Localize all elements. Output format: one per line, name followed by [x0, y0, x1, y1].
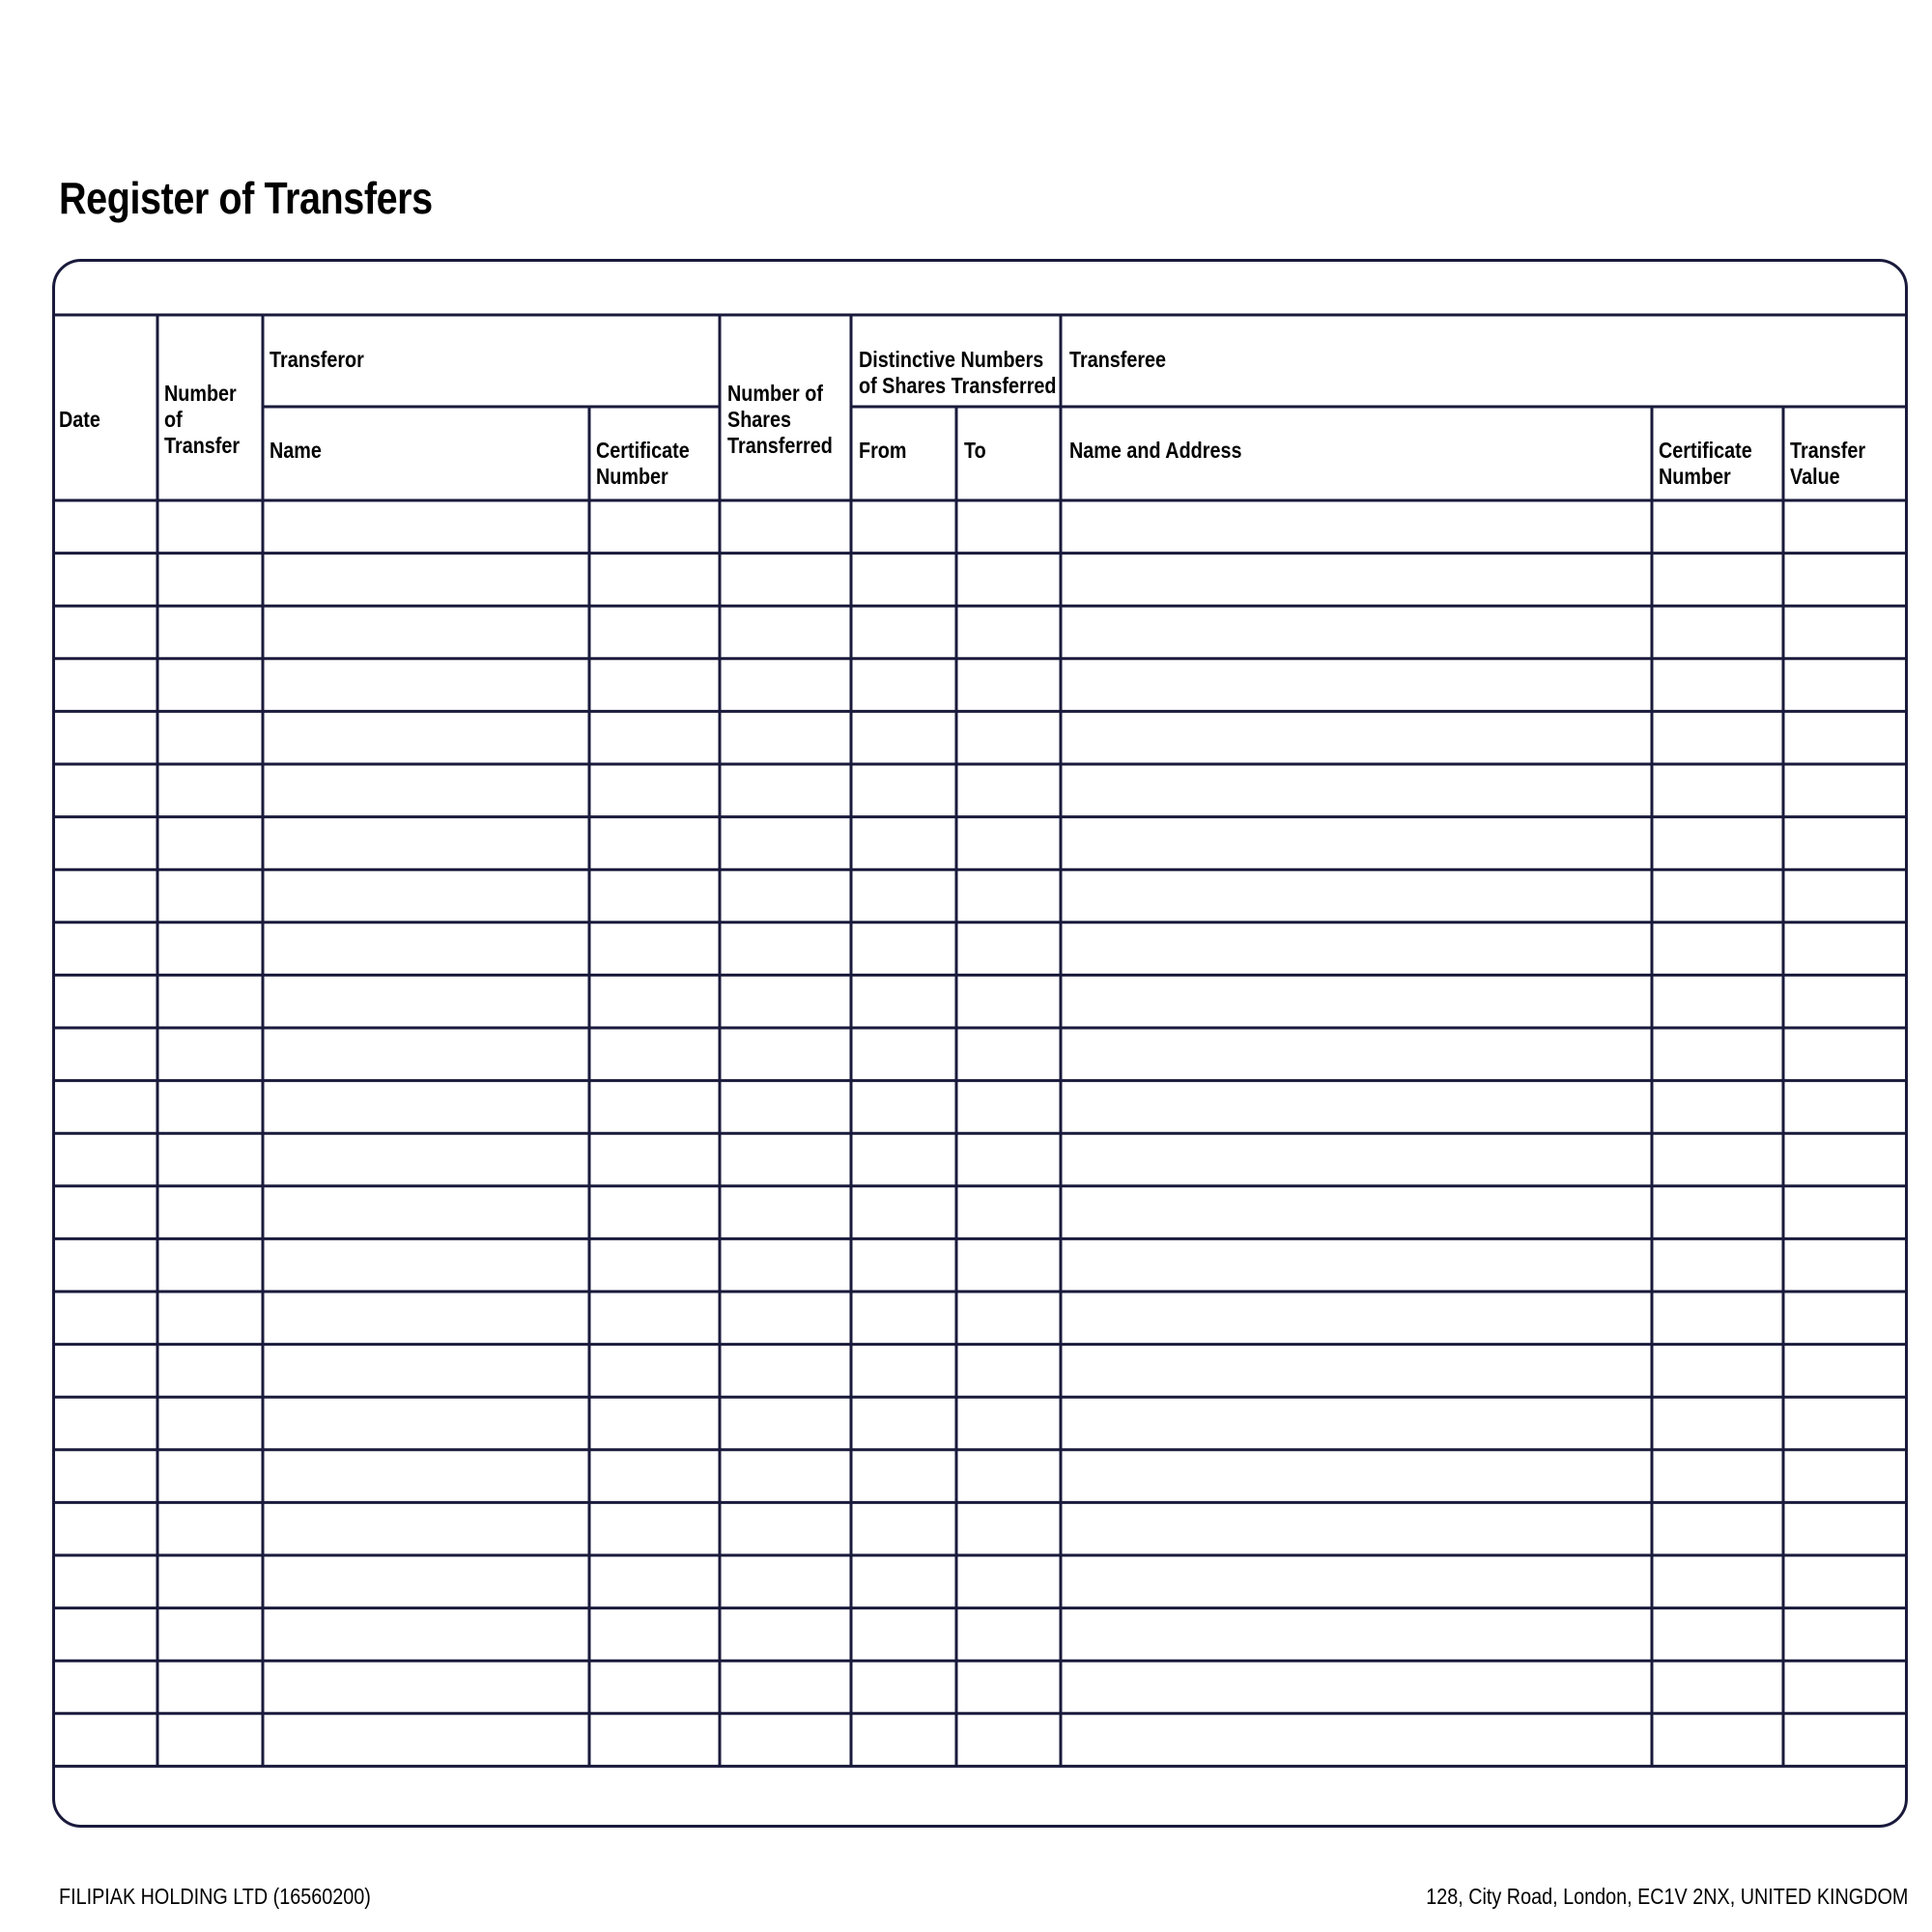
- page-title: Register of Transfers: [59, 173, 433, 223]
- footer-company: FILIPIAK HOLDING LTD (16560200): [59, 1884, 371, 1909]
- header-transferor-certificate: Certificate Number: [596, 438, 690, 489]
- header-transferor: Transferor: [270, 347, 364, 372]
- header-transferee-name-address: Name and Address: [1069, 438, 1242, 463]
- header-transfer-value: Transfer Value: [1790, 438, 1866, 489]
- header-from: From: [859, 438, 907, 463]
- header-transferee-certificate: Certificate Number: [1659, 438, 1752, 489]
- header-number-of-transfer: Number of Transfer: [164, 381, 241, 458]
- header-date: Date: [59, 407, 100, 432]
- header-transferee: Transferee: [1069, 347, 1167, 372]
- header-to: To: [964, 438, 986, 463]
- header-number-of-shares: Number of Shares Transferred: [727, 381, 833, 458]
- header-distinctive-numbers: Distinctive Numbers of Shares Transferred: [859, 347, 1057, 398]
- footer-address: 128, City Road, London, EC1V 2NX, UNITED KINGDOM: [1425, 1884, 1908, 1909]
- header-transferor-name: Name: [270, 438, 322, 463]
